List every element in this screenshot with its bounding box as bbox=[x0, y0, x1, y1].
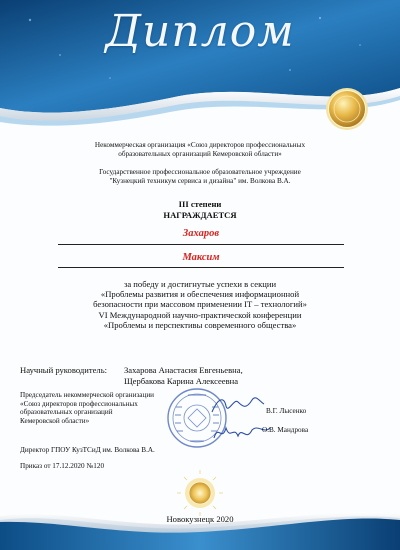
reason-line-2: «Проблемы развития и обеспечения информационной bbox=[100, 289, 300, 300]
surname-underline bbox=[58, 244, 344, 245]
institution-line-2: "Кузнецкий техникум сервиса и дизайна" им. Волкова В.А. bbox=[109, 176, 291, 185]
institution-block bbox=[0, 168, 400, 185]
chair-block bbox=[20, 391, 154, 425]
organizer-line-2: образовательных организаций Кемеровской области» bbox=[118, 149, 282, 158]
director-line: Директор ГПОУ КузТСиД им. Волкова В.А. bbox=[20, 446, 155, 454]
degree-text: III степени bbox=[178, 199, 222, 209]
reason-line-4: VI Международной научно-практической конференции bbox=[98, 309, 302, 320]
signatory-mandrova: О.В. Мандрова bbox=[262, 426, 309, 434]
chair-line-3: образовательных организаций bbox=[20, 408, 113, 417]
signatory-lysenko: В.Г. Лысенко bbox=[266, 407, 307, 415]
advisor-label: Научный руководитель: bbox=[20, 365, 108, 375]
recipient-surname: Захаров bbox=[182, 228, 220, 239]
reason-block bbox=[0, 279, 400, 330]
chair-line-1: Председатель некоммерческой организации bbox=[20, 391, 155, 399]
institution-line-1: Государственное профессиональное образовательное учреждение bbox=[99, 168, 301, 176]
recipient-given-name: Максим bbox=[182, 252, 220, 263]
reason-line-3: безопасности при массовом применении IT – технологий» bbox=[93, 299, 307, 310]
reason-line-5: «Проблемы и перспективы современного общества» bbox=[103, 319, 297, 330]
organizer-block bbox=[0, 141, 400, 158]
diploma-title: Диплом bbox=[105, 6, 295, 57]
chair-line-2: «Союз директоров профессиональных bbox=[20, 399, 138, 408]
advisor-name-1: Захарова Анастасия Евгеньевна, bbox=[124, 365, 243, 375]
order-line: Приказ от 17.12.2020 №120 bbox=[20, 462, 105, 470]
footer-city-year: Новокузнецк 2020 bbox=[166, 514, 234, 524]
advisor-name-2: Щербакова Карина Алексеевна bbox=[124, 376, 239, 386]
chair-line-4: Кемеровской области» bbox=[20, 416, 90, 425]
organizer-line-1: Некоммерческая организация «Союз директоров профессиональных bbox=[94, 141, 306, 149]
signature-lysenko bbox=[208, 392, 266, 418]
reason-line-1: за победу и достигнутые успехи в секции bbox=[123, 279, 277, 289]
given-name-underline bbox=[58, 267, 344, 268]
awarded-text: НАГРАЖДАЕТСЯ bbox=[163, 210, 237, 220]
